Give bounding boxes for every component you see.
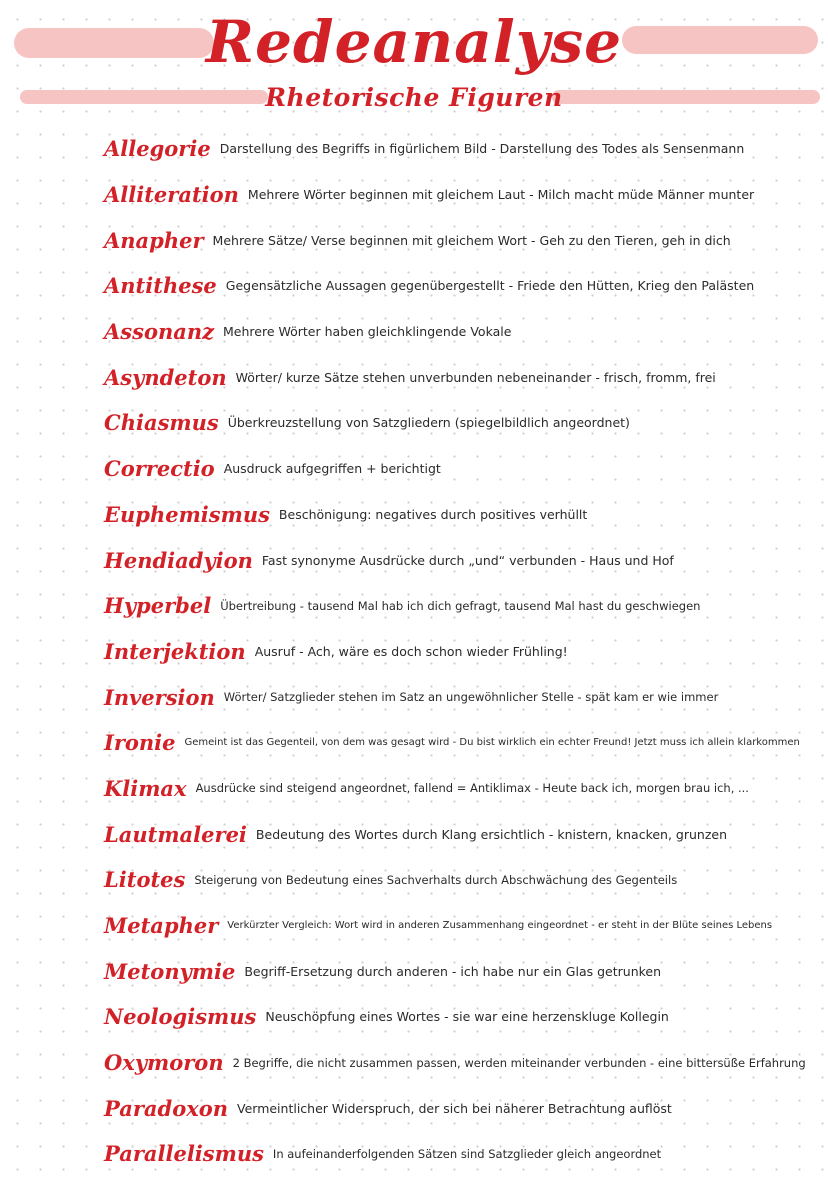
term: Antithese <box>104 273 217 299</box>
definition: Ausdruck aufgegriffen + berichtigt <box>223 461 441 477</box>
definition: Mehrere Sätze/ Verse beginnen mit gleichem Wort - Geh zu den Tieren, geh in dich <box>212 232 731 248</box>
list-item <box>104 857 818 903</box>
term: Hendiadyion <box>104 547 253 573</box>
list-item <box>104 354 818 400</box>
list-item <box>104 629 818 675</box>
definition: Gemeint ist das Gegenteil, von dem was gesagt wird - Du bist wirklich ein echter Freund! Jetzt muss ich allein klarkommen <box>184 737 800 749</box>
term: Euphemismus <box>104 501 270 527</box>
list-item <box>104 1131 818 1177</box>
page-subtitle: Rhetorische Figuren <box>265 83 563 112</box>
definition: Verkürzter Vergleich: Wort wird in anderen Zusammenhang eingeordnet - er steht in der Blüte seines Lebens <box>227 920 773 932</box>
list-item <box>104 811 818 857</box>
definition: Gegensätzliche Aussagen gegenübergestellt - Friede den Hütten, Krieg den Palästen <box>225 278 755 294</box>
list-item <box>104 1040 818 1086</box>
definition: Darstellung des Begriffs in figürlichem Bild - Darstellung des Todes als Sensenmann <box>219 141 745 157</box>
list-item <box>104 903 818 949</box>
term: Oxymoron <box>104 1050 224 1076</box>
definition: Ausdrücke sind steigend angeordnet, fallend = Antiklimax - Heute back ich, morgen brau ich, ... <box>195 781 749 796</box>
term: Metapher <box>104 913 219 939</box>
term: Inversion <box>104 684 215 710</box>
list-item <box>104 172 818 218</box>
list-item <box>104 263 818 309</box>
term: Correctio <box>104 456 215 482</box>
term: Litotes <box>104 867 186 893</box>
term: Parallelismus <box>104 1141 264 1167</box>
definition: Begriff-Ersetzung durch anderen - ich habe nur ein Glas getrunken <box>244 963 662 979</box>
definition: Mehrere Wörter haben gleichklingende Vokale <box>223 324 512 340</box>
definition: Vermeintlicher Widerspruch, der sich bei näherer Betrachtung auflöst <box>237 1100 672 1116</box>
definition: Wörter/ Satzglieder stehen im Satz an ungewöhnlicher Stelle - spät kam er wie immer <box>223 690 719 705</box>
list-item <box>104 537 818 583</box>
definition: Fast synonyme Ausdrücke durch „und“ verbunden - Haus und Hof <box>261 552 674 568</box>
term: Allegorie <box>104 136 211 162</box>
list-item <box>104 492 818 538</box>
list-item <box>104 446 818 492</box>
term: Interjektion <box>104 638 246 664</box>
list-item <box>104 583 818 629</box>
list-item <box>104 400 818 446</box>
term: Neologismus <box>104 1004 257 1030</box>
list-item <box>104 948 818 994</box>
term: Hyperbel <box>104 593 212 619</box>
page-title: Redeanalyse <box>205 8 623 76</box>
list-item <box>104 126 818 172</box>
definition: Überkreuzstellung von Satzgliedern (spiegelbildlich angeordnet) <box>227 415 630 431</box>
term: Metonymie <box>104 958 236 984</box>
definition: Übertreibung - tausend Mal hab ich dich gefragt, tausend Mal hast du geschwiegen <box>220 598 701 613</box>
definition: In aufeinanderfolgenden Sätzen sind Satzglieder gleich angeordnet <box>272 1146 662 1161</box>
definition: Wörter/ kurze Sätze stehen unverbunden nebeneinander - frisch, fromm, frei <box>235 369 716 385</box>
list-item <box>104 766 818 812</box>
list-item <box>104 217 818 263</box>
figures-list <box>104 126 818 1177</box>
term: Lautmalerei <box>104 821 247 847</box>
definition: Steigerung von Bedeutung eines Sachverhalts durch Abschwächung des Gegenteils <box>194 872 678 887</box>
list-item <box>104 1085 818 1131</box>
term: Klimax <box>104 775 187 801</box>
term: Assonanz <box>104 319 215 345</box>
definition: Mehrere Wörter beginnen mit gleichem Laut - Milch macht müde Männer munter <box>247 187 755 203</box>
list-item <box>104 994 818 1040</box>
list-item <box>104 309 818 355</box>
definition: Beschönigung: negatives durch positives verhüllt <box>278 506 588 522</box>
term: Alliteration <box>104 182 239 208</box>
list-item <box>104 674 818 720</box>
term: Asyndeton <box>104 364 227 390</box>
term: Ironie <box>104 730 176 756</box>
definition: Neuschöpfung eines Wortes - sie war eine herzenskluge Kollegin <box>265 1009 669 1025</box>
definition: Ausruf - Ach, wäre es doch schon wieder Frühling! <box>254 643 568 659</box>
term: Anapher <box>104 227 204 253</box>
list-item <box>104 720 818 766</box>
definition: Bedeutung des Wortes durch Klang ersichtlich - knistern, knacken, grunzen <box>255 826 728 842</box>
term: Paradoxon <box>104 1095 228 1121</box>
term: Chiasmus <box>104 410 219 436</box>
definition: 2 Begriffe, die nicht zusammen passen, werden miteinander verbunden - eine bittersüße Erfahrung <box>232 1055 806 1070</box>
